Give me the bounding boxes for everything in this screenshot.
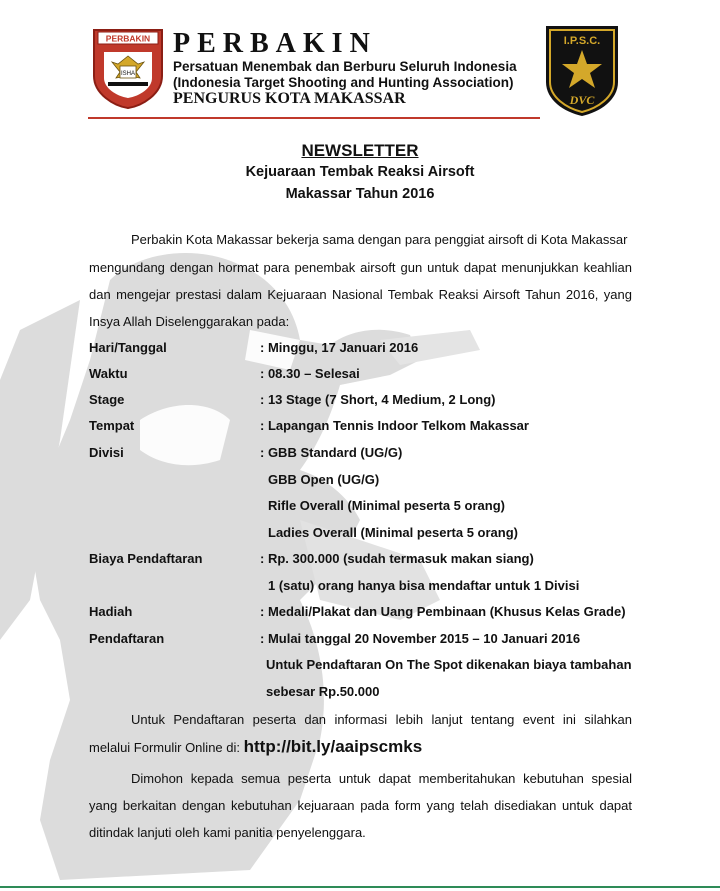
perbakin-logo-badge: ISHA bbox=[120, 71, 136, 77]
fee-value-2: 1 (satu) orang hanya bisa mendaftar untuk 1 Divisi bbox=[268, 578, 580, 593]
closing-line-2: yang berkaitan dengan kebutuhan kejuaraan pada form yang telah disediakan untuk dapat bbox=[89, 798, 632, 813]
venue-label: Tempat bbox=[89, 418, 135, 433]
prize-value: : Medali/Plakat dan Uang Pembinaan (Khusus Kelas Grade) bbox=[260, 604, 626, 619]
info-line-2-prefix: melalui Formulir Online di: bbox=[89, 740, 244, 755]
info-line-2 bbox=[89, 737, 422, 757]
closing-line-3: ditindak lanjuti oleh kami panitia penyelenggara. bbox=[89, 825, 366, 840]
event-subtitle: Makassar Tahun 2016 bbox=[285, 186, 435, 202]
org-english-name: (Indonesia Target Shooting and Hunting Association) bbox=[173, 75, 514, 90]
division-label: Divisi bbox=[89, 445, 124, 460]
org-chapter: PENGURUS KOTA MAKASSAR bbox=[173, 90, 406, 107]
date-label: Hari/Tanggal bbox=[89, 340, 167, 355]
intro-line-3: dan mengejar prestasi dalam Kejuaraan Nasional Tembak Reaksi Airsoft Tahun 2016, yang bbox=[89, 287, 632, 302]
closing-line-1: Dimohon kepada semua peserta untuk dapat memberitahukan kebutuhan spesial bbox=[131, 771, 632, 786]
footer-divider bbox=[0, 886, 720, 888]
division-value-2: GBB Open (UG/G) bbox=[268, 472, 380, 487]
time-value: : 08.30 – Selesai bbox=[260, 366, 360, 381]
division-value-4: Ladies Overall (Minimal peserta 5 orang) bbox=[268, 525, 518, 540]
registration-value-3: sebesar Rp.50.000 bbox=[266, 684, 380, 699]
header-divider bbox=[88, 117, 540, 119]
perbakin-logo-banner: PERBAKIN bbox=[105, 33, 151, 44]
intro-line-4: Insya Allah Diselenggarakan pada: bbox=[89, 314, 290, 329]
newsletter-title: NEWSLETTER bbox=[301, 141, 419, 160]
event-title: Kejuaraan Tembak Reaksi Airsoft bbox=[245, 164, 475, 180]
stage-label: Stage bbox=[89, 392, 125, 407]
time-label: Waktu bbox=[89, 366, 128, 381]
ipsc-logo-top-text: I.P.S.C. bbox=[563, 35, 601, 47]
ipsc-logo-icon bbox=[542, 22, 622, 118]
org-name: PERBAKIN bbox=[173, 28, 377, 59]
fee-value-1: : Rp. 300.000 (sudah termasuk makan siang) bbox=[260, 551, 534, 566]
division-value-3: Rifle Overall (Minimal peserta 5 orang) bbox=[268, 498, 505, 513]
ipsc-logo-monogram: DVC bbox=[569, 93, 595, 107]
info-line-1: Untuk Pendaftaran peserta dan informasi lebih lanjut tentang event ini silahkan bbox=[131, 712, 632, 727]
stage-value: : 13 Stage (7 Short, 4 Medium, 2 Long) bbox=[260, 392, 496, 407]
registration-label: Pendaftaran bbox=[89, 631, 165, 646]
registration-value-1: : Mulai tanggal 20 November 2015 – 10 Januari 2016 bbox=[260, 631, 581, 646]
org-full-name: Persatuan Menembak dan Berburu Seluruh Indonesia bbox=[173, 59, 517, 74]
prize-label: Hadiah bbox=[89, 604, 133, 619]
intro-line-1: Perbakin Kota Makassar bekerja sama dengan para penggiat airsoft di Kota Makassar bbox=[131, 232, 628, 247]
registration-value-2: Untuk Pendaftaran On The Spot dikenakan biaya tambahan bbox=[266, 657, 632, 672]
venue-value: : Lapangan Tennis Indoor Telkom Makassar bbox=[260, 418, 529, 433]
date-value: : Minggu, 17 Januari 2016 bbox=[260, 340, 419, 355]
intro-line-2: mengundang dengan hormat para penembak airsoft gun untuk dapat menunjukkan keahlian bbox=[89, 260, 632, 275]
registration-form-link[interactable]: http://bit.ly/aaipscmks bbox=[243, 737, 423, 756]
perbakin-logo-icon bbox=[90, 26, 166, 110]
division-value-1: : GBB Standard (UG/G) bbox=[260, 445, 403, 460]
fee-label: Biaya Pendaftaran bbox=[89, 551, 203, 566]
